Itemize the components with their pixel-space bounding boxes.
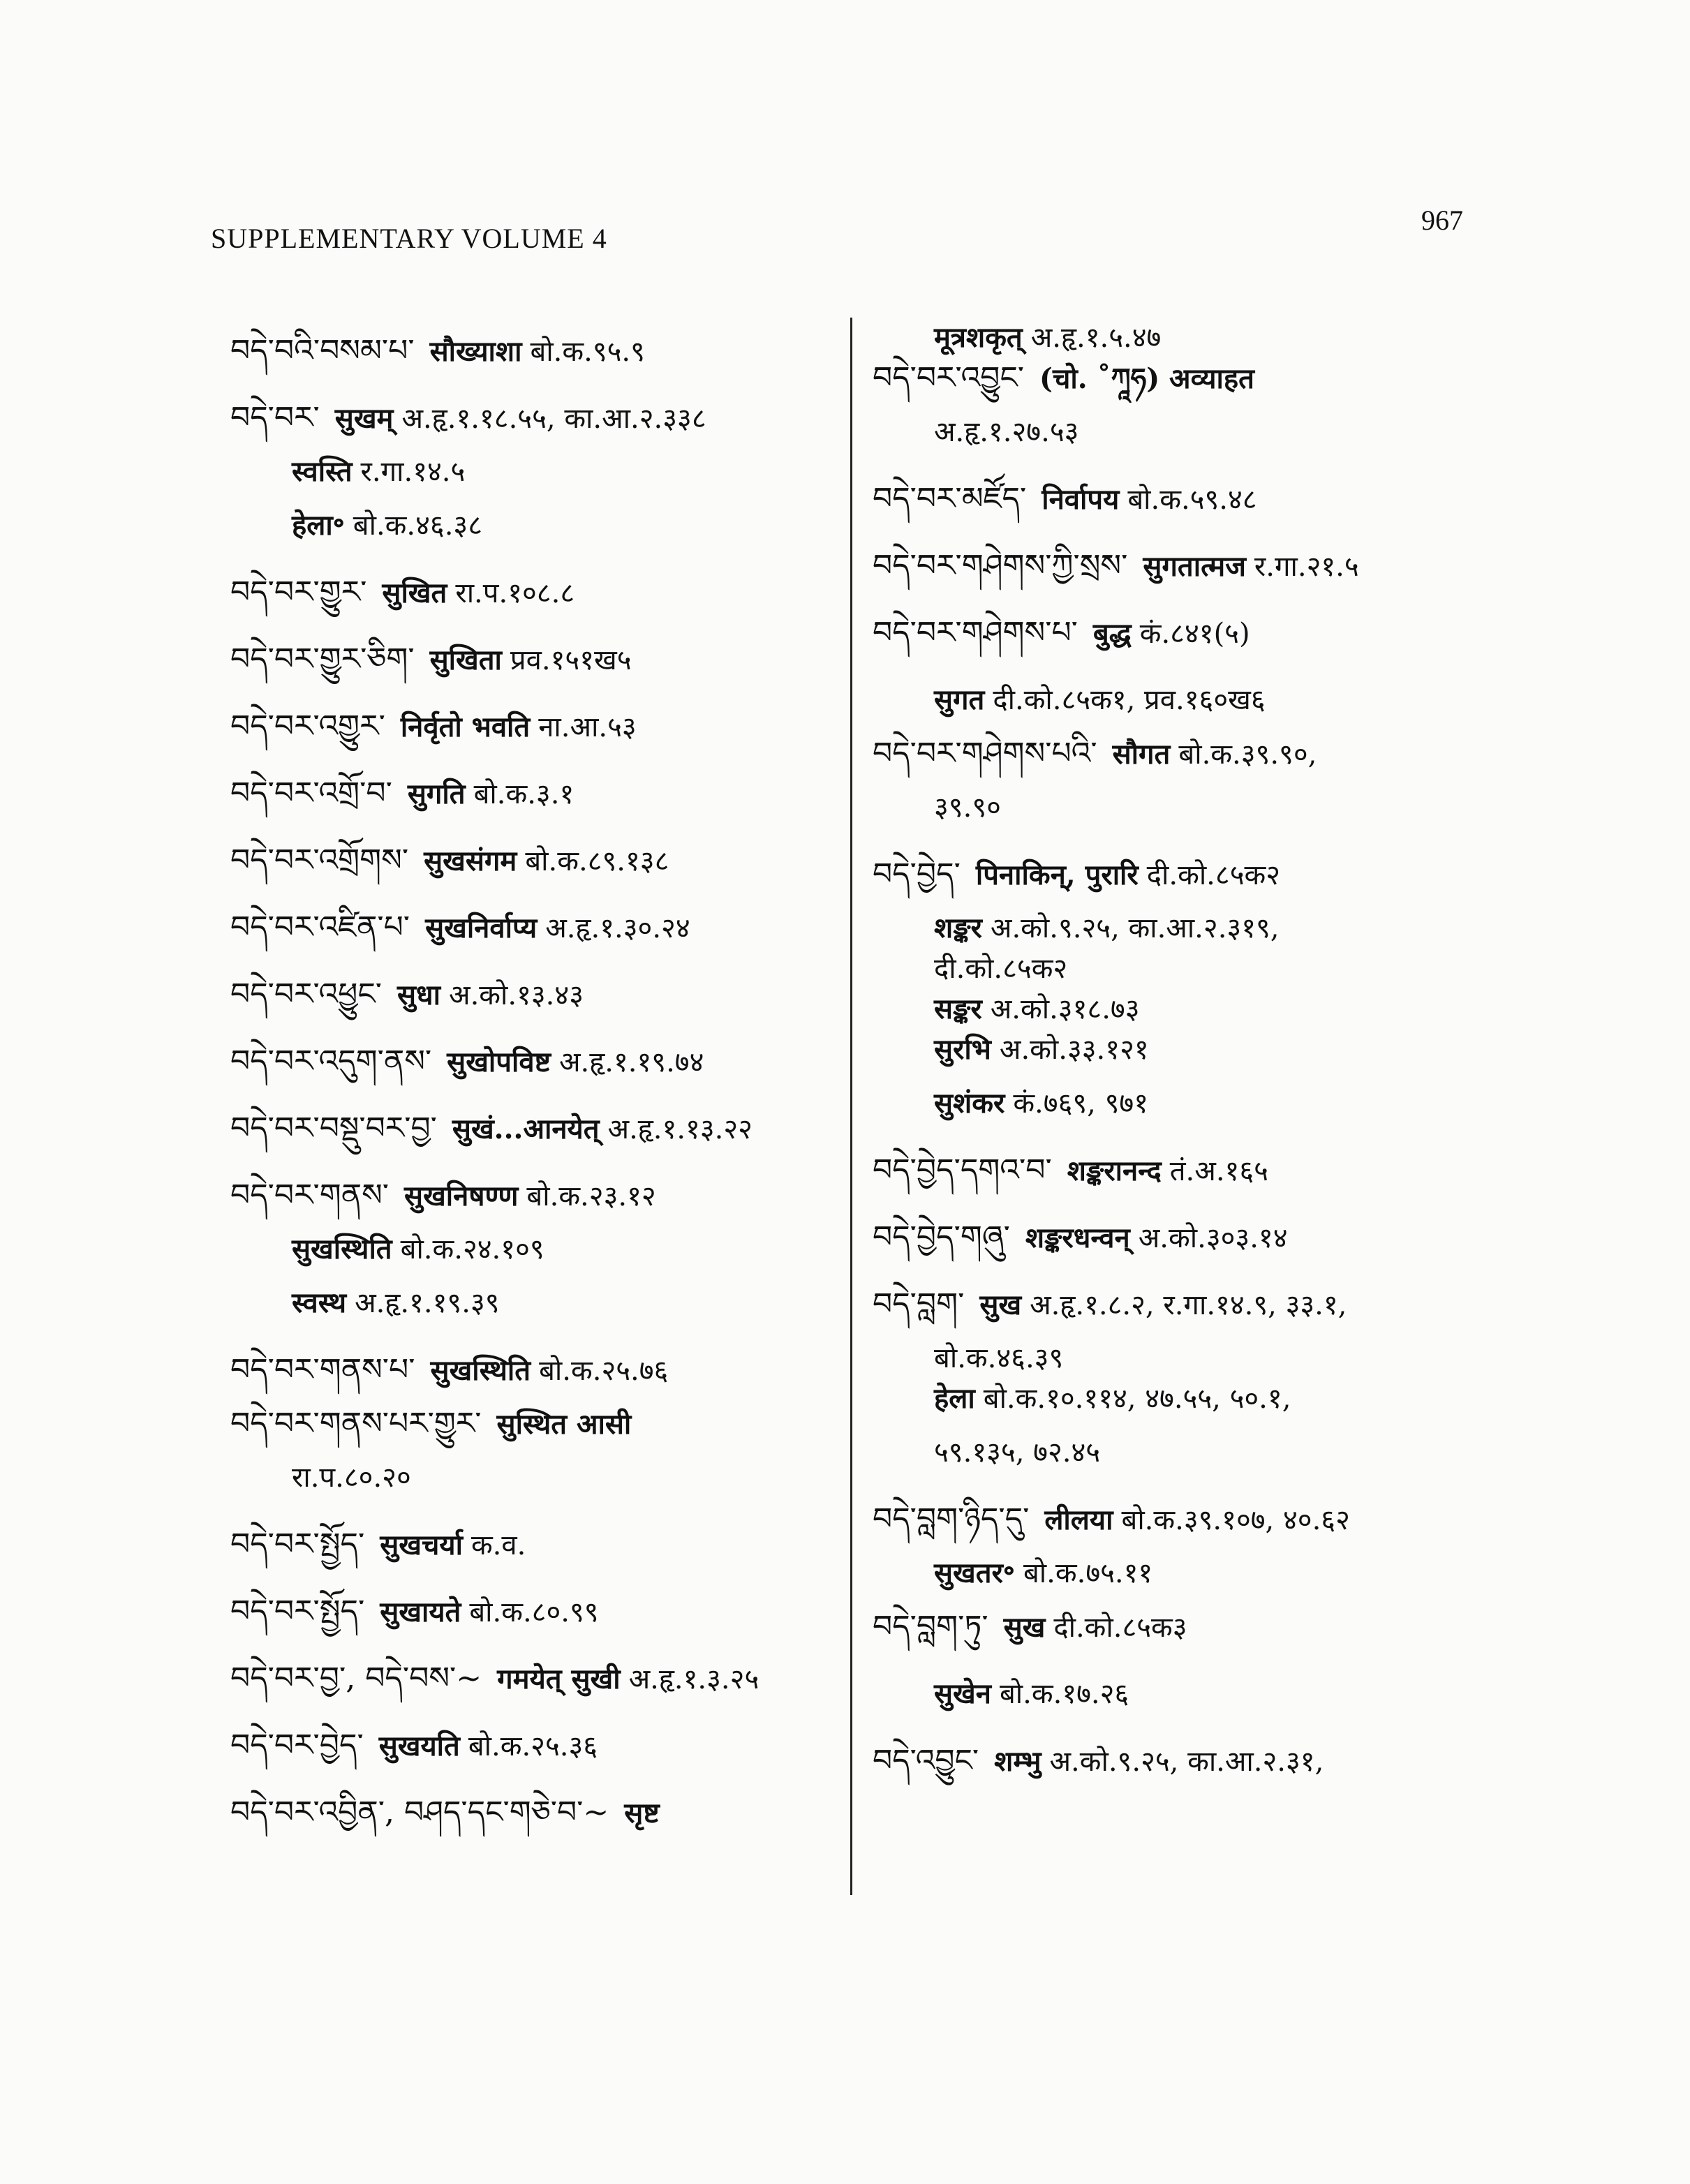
sanskrit-equivalent: सुखसंगम	[424, 845, 517, 877]
source-reference: अ.हृ.१.२७.५३	[934, 416, 1079, 448]
sanskrit-equivalent: सुखस्थिति	[292, 1233, 392, 1265]
tibetan-headword: བདེ་བླག་ཉིད་དུ་	[873, 1501, 1030, 1537]
sanskrit-equivalent: सुखोपविष्ट	[447, 1046, 551, 1078]
source-reference: बो.क.८९.१३८	[525, 845, 669, 877]
sanskrit-equivalent: सुखतर॰	[934, 1557, 1015, 1589]
dictionary-continuation	[873, 399, 1515, 466]
sanskrit-equivalent: सुखायते	[380, 1596, 461, 1628]
dictionary-entry	[873, 466, 1515, 533]
source-reference: अ.हृ.१.१९.७४	[558, 1046, 704, 1078]
dictionary-continuation	[230, 1444, 845, 1511]
source-reference: क.व.	[470, 1529, 526, 1561]
dictionary-entry	[230, 1712, 845, 1779]
tibetan-headword: བདེ་བར་	[230, 400, 320, 436]
sanskrit-equivalent: सुखित	[382, 577, 447, 609]
dictionary-subentry	[873, 1030, 1515, 1070]
sanskrit-equivalent: हेला	[934, 1382, 975, 1415]
dictionary-entry	[230, 1511, 845, 1578]
dictionary-entry	[230, 894, 845, 961]
sanskrit-equivalent: मूत्रशकृत्	[934, 321, 1023, 354]
dictionary-continuation	[873, 949, 1515, 989]
sanskrit-equivalent: सुधा	[397, 979, 441, 1011]
tibetan-headword: བདེ་བར་གྱུར་	[230, 574, 367, 610]
tibetan-headword: བདེ་བར་སྤྱོད་	[230, 1594, 365, 1629]
tibetan-headword: བདེ་བར་འབྱུང་	[873, 360, 1025, 396]
sanskrit-equivalent: सुगति	[407, 778, 466, 810]
tibetan-headword: བདེ་བར་འཕྱུང་	[230, 976, 383, 1012]
sanskrit-equivalent: शम्भु	[994, 1745, 1042, 1778]
tibetan-headword: བདེ་བར་འགྲོགས་	[230, 842, 409, 878]
dictionary-subentry	[873, 1379, 1515, 1419]
tibetan-headword: བདེ་བར་གྱུར་ཅིག་	[230, 641, 415, 677]
source-reference: दी.को.८५क२	[1146, 859, 1281, 891]
source-reference: बो.क.२५.७६	[539, 1355, 669, 1387]
tibetan-headword: བདེ་བར་གཤེགས་ཀྱི་སྲས་	[873, 548, 1128, 584]
sanskrit-equivalent: सुखचर्या	[380, 1529, 463, 1561]
dictionary-entry	[873, 600, 1515, 667]
tibetan-headword: བདེ་བར་མཛོད་	[873, 481, 1027, 517]
tibetan-headword: བདེ་བར་འབྱིན་, བཤད་དང་གཅེ་བ་~	[230, 1795, 609, 1830]
dictionary-entry	[230, 1162, 845, 1229]
source-reference: बो.क.३९.९०,	[1178, 738, 1317, 771]
tibetan-headword: བདེ་བར་བྱ་, བདེ་བས་~	[230, 1661, 482, 1696]
source-reference: बो.क.२४.१०९	[400, 1233, 544, 1265]
dictionary-continuation	[873, 774, 1515, 841]
dictionary-entry	[230, 961, 845, 1028]
tibetan-headword: བདེ་བར་གནས་	[230, 1178, 390, 1213]
source-reference: बो.क.५९.४८	[1127, 484, 1257, 516]
source-reference: दी.को.८५क३	[1053, 1612, 1187, 1644]
dictionary-entry	[230, 1337, 845, 1404]
dictionary-subentry	[230, 1229, 845, 1270]
dictionary-subentry	[873, 989, 1515, 1030]
source-reference: ना.आ.५३	[538, 711, 637, 743]
sanskrit-equivalent: सुखयति	[378, 1730, 460, 1762]
sanskrit-equivalent: बुद्ध	[1092, 617, 1132, 650]
column-divider	[850, 318, 852, 1895]
source-reference: अ.को.३१८.७३	[990, 993, 1140, 1025]
tibetan-headword: བདེ་བར་གཤེགས་པ་	[873, 615, 1078, 651]
dictionary-continuation	[873, 1338, 1515, 1379]
dictionary-entry	[230, 318, 845, 385]
dictionary-subentry	[873, 318, 1515, 358]
tibetan-headword: བདེ་བྱེད་དགའ་བ་	[873, 1152, 1052, 1188]
source-reference: अ.को.९.२५, का.आ.२.३१,	[1049, 1746, 1324, 1778]
source-reference: र.गा.१४.५	[360, 456, 466, 488]
dictionary-subentry	[230, 1270, 845, 1337]
sanskrit-equivalent: सङ्कर	[934, 993, 982, 1025]
sanskrit-equivalent: सुखनिषण्ण	[404, 1180, 519, 1212]
source-reference: अ.हृ.१.८.२, र.गा.१४.९, ३३.१,	[1030, 1289, 1347, 1321]
dictionary-entry	[230, 827, 845, 894]
sanskrit-equivalent: हेला॰	[292, 509, 345, 542]
dictionary-entry	[230, 1028, 845, 1095]
source-reference: बो.क.४६.३९	[934, 1342, 1064, 1374]
sanskrit-equivalent: सौख्याशा	[429, 335, 522, 368]
source-reference: बो.क.८०.९९	[469, 1596, 599, 1628]
source-reference: अ.हृ.१.३०.२४	[545, 912, 690, 944]
source-reference: अ.को.९.२५, का.आ.२.३१९,	[990, 912, 1280, 944]
tibetan-headword: བདེ་བར་གཤེགས་པའི་	[873, 736, 1097, 771]
dictionary-entry	[873, 358, 1515, 399]
tibetan-headword: བདེ་བར་འཛིན་པ་	[230, 909, 410, 945]
dictionary-entry	[230, 693, 845, 760]
source-reference: अ.को.१३.४३	[449, 979, 584, 1011]
dictionary-entry	[230, 626, 845, 693]
source-reference: प्रव.१५१ख५	[510, 644, 632, 676]
tibetan-headword: བདེ་བྱེད་གཞུ་	[873, 1219, 1010, 1255]
tibetan-headword: བདེ་བླག་	[873, 1286, 965, 1322]
sanskrit-equivalent: शङ्कर	[934, 912, 982, 944]
source-reference: बो.क.४६.३८	[353, 510, 483, 542]
tibetan-headword: བདེ་བྱེད་	[873, 856, 961, 892]
sanskrit-equivalent: सुगतात्मज	[1143, 550, 1246, 583]
source-reference: बो.क.९५.९	[530, 336, 645, 368]
sanskrit-equivalent: सुगत	[934, 683, 985, 716]
dictionary-entry	[230, 1578, 845, 1645]
right-column	[873, 318, 1515, 1795]
sanskrit-equivalent: सुशंकर	[934, 1087, 1005, 1120]
sanskrit-equivalent: गमयेत् सुखी	[497, 1663, 621, 1695]
dictionary-entry	[230, 1095, 845, 1162]
source-reference: अ.हृ.१.५.४७	[1030, 322, 1162, 354]
source-reference: कं.७६९, ९७१	[1013, 1087, 1148, 1120]
running-header: SUPPLEMENTARY VOLUME 4	[211, 223, 607, 254]
dictionary-entry	[230, 1779, 845, 1846]
source-reference: बो.क.३.१	[473, 778, 575, 810]
sanskrit-equivalent: सुखेन	[934, 1677, 991, 1710]
source-reference: रा.प.८०.२०	[292, 1462, 411, 1494]
sanskrit-equivalent: सृष्ट	[624, 1797, 660, 1829]
dictionary-entry	[230, 1645, 845, 1712]
dictionary-entry	[873, 1728, 1515, 1795]
source-reference: रा.प.१०८.८	[455, 577, 575, 609]
tibetan-headword: བདེ་བར་གནས་པར་གྱུར་	[230, 1406, 482, 1441]
tibetan-headword: བདེ་བར་འགྲོ་བ་	[230, 775, 392, 811]
dictionary-entry	[230, 385, 845, 452]
dictionary-subentry	[873, 1661, 1515, 1728]
dictionary-subentry	[873, 1553, 1515, 1594]
sanskrit-equivalent: सुरभि	[934, 1033, 991, 1066]
sanskrit-equivalent: शङ्करधन्वन्	[1025, 1221, 1130, 1254]
sanskrit-equivalent: सुखम्	[334, 402, 394, 435]
sanskrit-equivalent: सुख	[979, 1288, 1022, 1321]
dictionary-subentry	[873, 908, 1515, 949]
sanskrit-equivalent: स्वस्ति	[292, 455, 353, 488]
dictionary-subentry	[230, 452, 845, 492]
dictionary-entry	[873, 1594, 1515, 1661]
source-reference: बो.क.१७.२६	[999, 1678, 1129, 1710]
sanskrit-equivalent: निर्वापय	[1042, 483, 1120, 516]
tibetan-headword: བདེ་བར་འགྱུར་	[230, 708, 385, 744]
tibetan-headword: བདེ་བར་སྤྱོད་	[230, 1526, 365, 1562]
sanskrit-equivalent: सौगत	[1112, 738, 1171, 771]
sanskrit-equivalent: सुस्थित आसी	[496, 1408, 632, 1441]
sanskrit-equivalent: सुखं...आनयेत्	[452, 1113, 600, 1145]
dictionary-entry	[873, 1271, 1515, 1338]
source-reference: अ.को.३०३.१४	[1138, 1222, 1288, 1254]
tibetan-headword: བདེ་བར་བྱེད་	[230, 1728, 364, 1763]
sanskrit-equivalent: (चो. ˚ཀཱཧ) अव्याहत	[1039, 362, 1254, 395]
tibetan-headword: བདེ་བར་འདུག་ནས་	[230, 1043, 432, 1079]
source-reference: तं.अ.१६५	[1169, 1155, 1268, 1187]
source-reference: अ.हृ.१.१३.२२	[607, 1113, 753, 1145]
source-reference: बो.क.३९.१०७, ४०.६२	[1121, 1504, 1350, 1536]
dictionary-entry	[873, 734, 1515, 774]
dictionary-subentry	[873, 667, 1515, 734]
dictionary-entry	[230, 559, 845, 626]
source-reference: दी.को.८५क१, प्रव.१६०ख६	[993, 684, 1266, 716]
dictionary-entry	[230, 1404, 845, 1444]
dictionary-entry	[873, 533, 1515, 600]
sanskrit-equivalent: सुखनिर्वाप्य	[425, 912, 538, 944]
dictionary-entry	[230, 760, 845, 827]
dictionary-entry	[873, 841, 1515, 908]
sanskrit-equivalent: शङ्करानन्द	[1067, 1154, 1162, 1187]
source-reference: अ.को.३३.१२१	[999, 1034, 1149, 1066]
dictionary-entry	[873, 1486, 1515, 1553]
tibetan-headword: བདེ་བླག་ཏུ་	[873, 1609, 988, 1644]
left-column	[230, 318, 845, 1846]
tibetan-headword: བདེ་བར་གནས་པ་	[230, 1352, 415, 1388]
sanskrit-equivalent: सुखिता	[429, 644, 502, 676]
source-reference: ३९.९०	[934, 792, 1001, 824]
sanskrit-equivalent: निर्वृतो भवति	[400, 711, 531, 743]
source-reference: बो.क.२३.१२	[526, 1180, 656, 1212]
source-reference: अ.हृ.१.१८.५५, का.आ.२.३३८	[401, 403, 706, 435]
source-reference: र.गा.२१.५	[1254, 551, 1359, 583]
source-reference: बो.क.२५.३६	[468, 1730, 598, 1762]
sanskrit-equivalent: सुख	[1003, 1611, 1046, 1644]
sanskrit-equivalent: सुखस्थिति	[430, 1354, 531, 1387]
source-reference: बो.क.१०.११४, ४७.५५, ५०.१,	[983, 1383, 1291, 1415]
dictionary-entry	[873, 1137, 1515, 1204]
source-reference: दी.को.८५क२	[934, 953, 1068, 985]
dictionary-subentry	[230, 492, 845, 559]
tibetan-headword: བདེ་བར་བསྡུ་བར་བྱ་	[230, 1110, 437, 1146]
source-reference: बो.क.७५.११	[1023, 1557, 1153, 1589]
source-reference: अ.हृ.१.१९.३९	[355, 1287, 500, 1319]
source-reference: ५९.१३५, ७२.४५	[934, 1436, 1101, 1469]
tibetan-headword: བདེ་བའི་བསམ་པ་	[230, 333, 415, 369]
sanskrit-equivalent: लीलया	[1044, 1503, 1113, 1536]
dictionary-entry	[873, 1204, 1515, 1271]
source-reference: अ.हृ.१.३.२५	[628, 1663, 759, 1695]
tibetan-headword: བདེ་འབྱུང་	[873, 1743, 979, 1778]
dictionary-continuation	[873, 1419, 1515, 1486]
source-reference: कं.८४१(५)	[1139, 618, 1250, 650]
sanskrit-equivalent: स्वस्थ	[292, 1286, 347, 1319]
sanskrit-equivalent: पिनाकिन्, पुरारि	[975, 859, 1139, 891]
dictionary-subentry	[873, 1070, 1515, 1137]
page-number: 967	[1421, 205, 1463, 236]
